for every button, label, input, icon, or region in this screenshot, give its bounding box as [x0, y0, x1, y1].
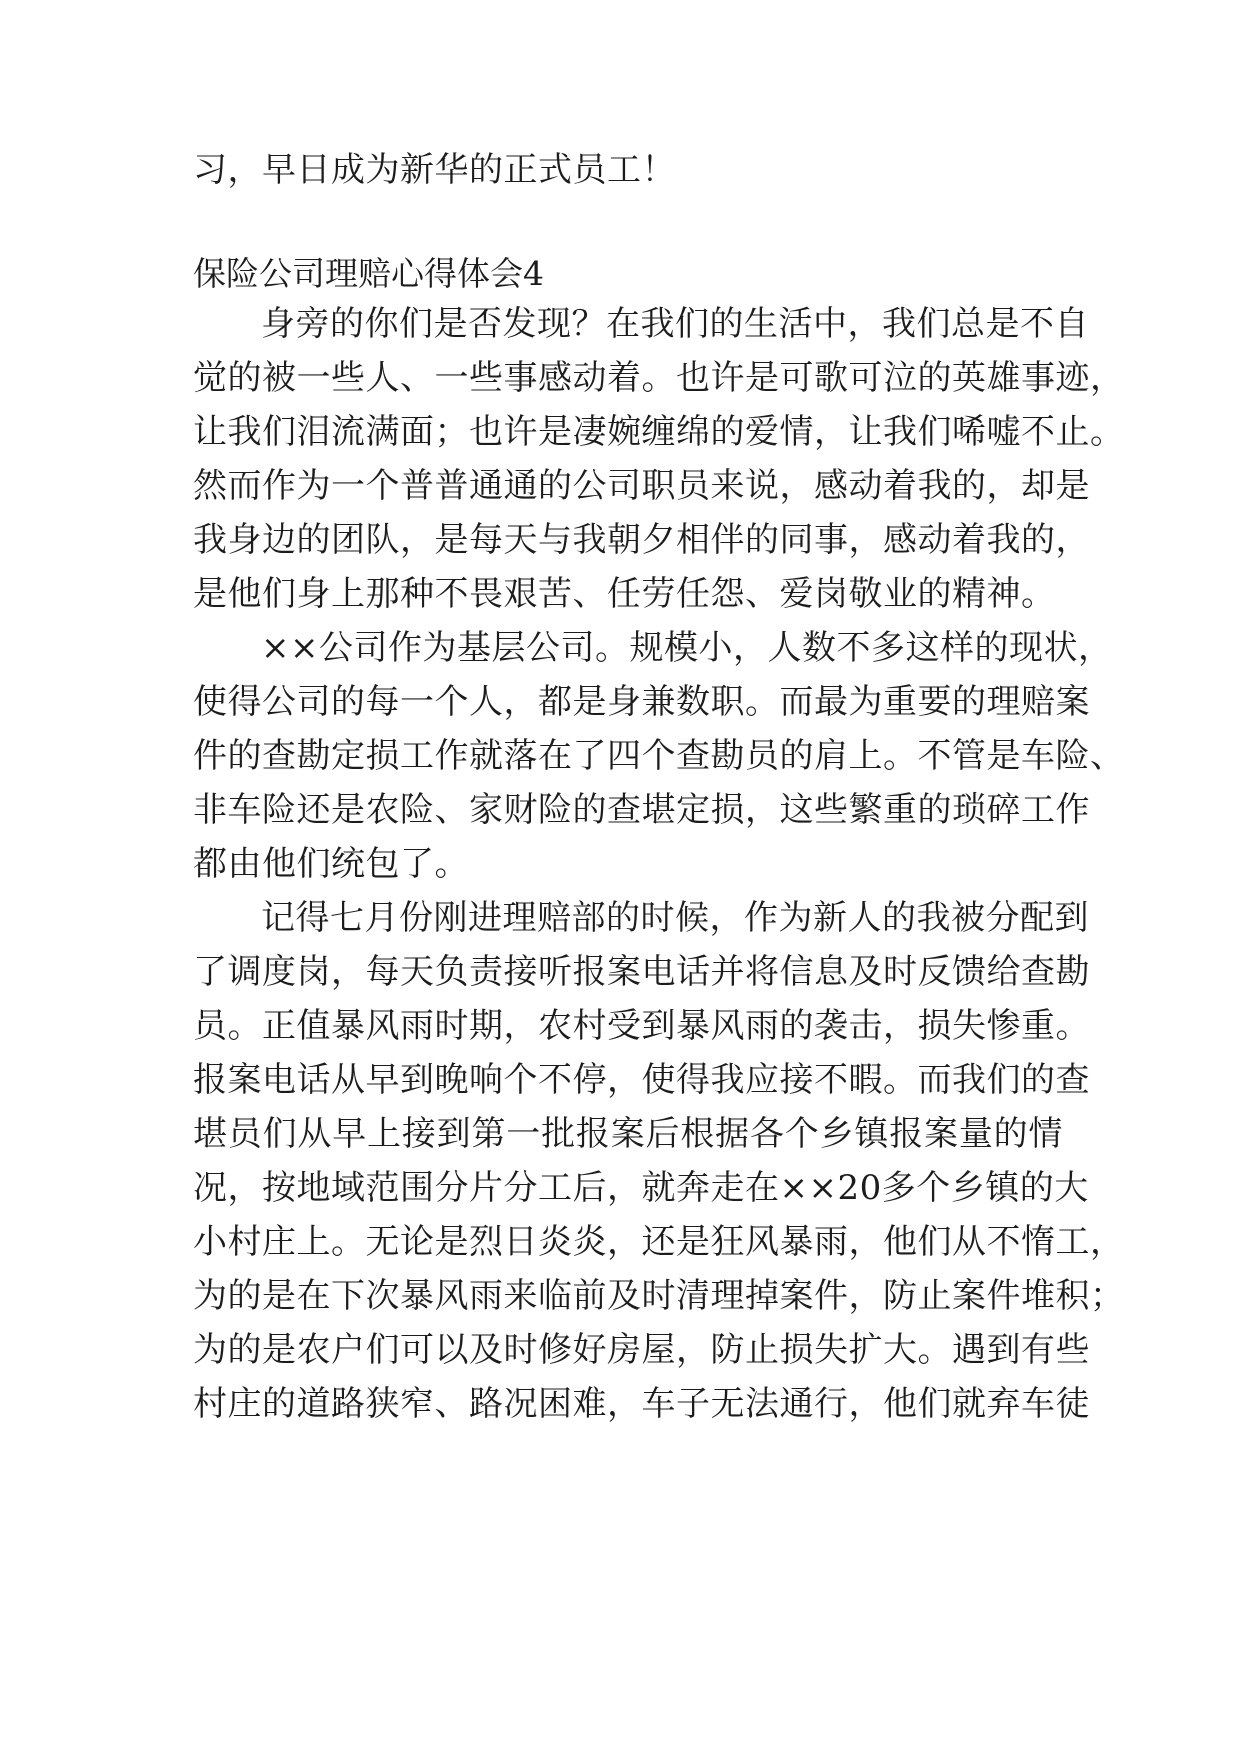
section-heading: 保险公司理赔心得体会4	[193, 254, 544, 293]
text-line: 身旁的你们是否发现？在我们的生活中，我们总是不自	[261, 304, 1089, 344]
text-line: ××公司作为基层公司。规模小，人数不多这样的现状，	[261, 628, 1113, 668]
text-line: 非车险还是农险、家财险的查堪定损，这些繁重的琐碎工作	[193, 790, 1090, 830]
text-line: 村庄的道路狭窄、路况困难，车子无法通行，他们就弃车徒	[193, 1384, 1090, 1424]
text-line: 都由他们统包了。	[193, 844, 469, 884]
text-line: 我身边的团队，是每天与我朝夕相伴的同事，感动着我的，	[193, 520, 1090, 560]
text-line: 了调度岗，每天负责接听报案电话并将信息及时反馈给查勘	[193, 952, 1090, 992]
text-line: 况，按地域范围分片分工后，就奔走在××20多个乡镇的大	[193, 1168, 1089, 1208]
text-line: 习，早日成为新华的正式员工！	[193, 150, 676, 190]
text-line: 员。正值暴风雨时期，农村受到暴风雨的袭击，损失惨重。	[193, 1006, 1090, 1046]
text-line: 让我们泪流满面；也许是凄婉缠绵的爱情，让我们唏嘘不止。	[193, 412, 1125, 452]
text-line: 为的是在下次暴风雨来临前及时清理掉案件，防止案件堆积；	[193, 1276, 1125, 1316]
text-line: 小村庄上。无论是烈日炎炎，还是狂风暴雨，他们从不惰工，	[193, 1222, 1125, 1262]
text-line: 觉的被一些人、一些事感动着。也许是可歌可泣的英雄事迹，	[193, 358, 1125, 398]
text-line: 报案电话从早到晚响个不停，使得我应接不暇。而我们的查	[193, 1060, 1090, 1100]
text-line: 是他们身上那种不畏艰苦、任劳任怨、爱岗敬业的精神。	[193, 574, 1056, 614]
text-line: 为的是农户们可以及时修好房屋，防止损失扩大。遇到有些	[193, 1330, 1090, 1370]
text-line: 记得七月份刚进理赔部的时候，作为新人的我被分配到	[261, 898, 1089, 938]
text-line: 使得公司的每一个人，都是身兼数职。而最为重要的理赔案	[193, 682, 1090, 722]
text-line: 件的查勘定损工作就落在了四个查勘员的肩上。不管是车险、	[193, 736, 1125, 776]
text-line: 堪员们从早上接到第一批报案后根据各个乡镇报案量的情	[193, 1114, 1063, 1154]
text-line: 然而作为一个普普通通的公司职员来说，感动着我的，却是	[193, 466, 1090, 506]
